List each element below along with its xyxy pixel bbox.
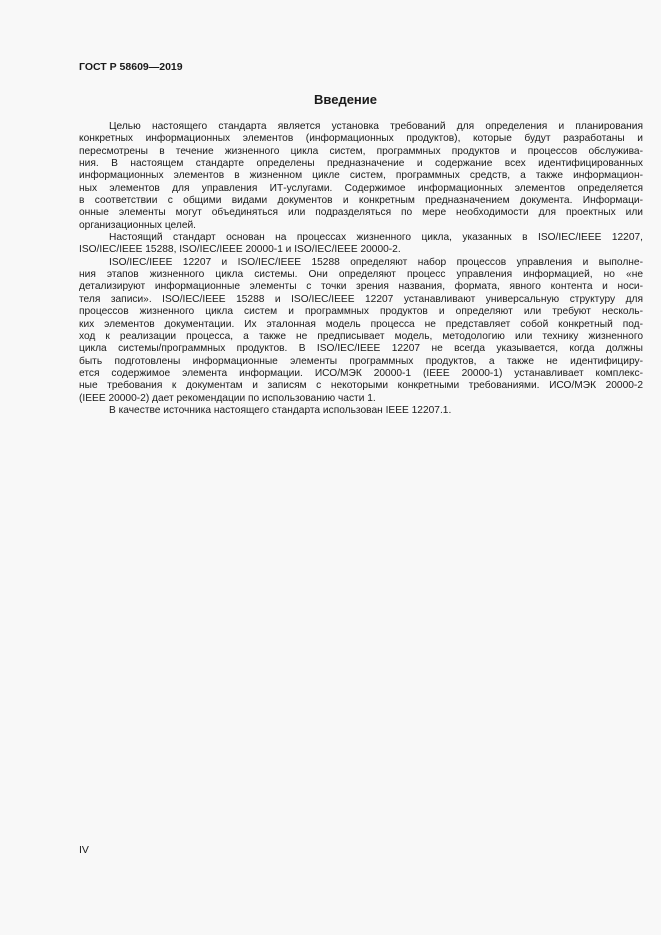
text-line: процессов жизненного цикла систем и программных продуктов и определяют или требуют несколь- (79, 306, 643, 318)
paragraph-basis (79, 232, 643, 257)
text-line: пересмотрены в течение жизненного цикла систем, программных продуктов и процессов обслужива- (79, 145, 643, 157)
text-line: ные требования к документам и записям с некоторыми конкретными требованиями. ИСО/МЭК 20000-2 (79, 380, 643, 392)
paragraph-purpose (79, 121, 643, 232)
text-line: детализируют информационные элементы с точки зрения названия, формата, явного контента и носи- (79, 281, 643, 293)
text-line: информационных элементов в жизненном цикле систем, программных средств, а также информацион- (79, 170, 643, 182)
body-text (79, 121, 643, 417)
text-line: (IEEE 20000-2) дает рекомендации по использованию части 1. (79, 392, 376, 404)
paragraph-source (79, 405, 643, 417)
text-line: В качестве источника настоящего стандарта использован IEEE 12207.1. (109, 404, 452, 416)
text-line: цикла системы/программных продуктов. В ISO/IEC/IEEE 12207 не всегда указывается, когда должны (79, 343, 643, 355)
text-line: ется содержимое элемента информации. ИСО/МЭК 20000-1 (IEEE 20000-1) устанавливает комплекс- (79, 367, 643, 379)
text-line: ных элементов для управления ИТ-услугами. Содержимое информационных элементов определяется (79, 182, 643, 194)
text-line: ких элементов документации. Их эталонная модель процесса не представляет собой конкретный под- (79, 318, 643, 330)
text-line: конкретных информационных элементов (информационных продуктов), которые будут разработаны и (79, 133, 643, 145)
document-header-id: ГОСТ Р 58609—2019 (79, 61, 183, 73)
page-number: IV (79, 844, 89, 856)
text-line: ход к реализации процесса, а также не предписывает модель, методологию или технику жизненного (79, 330, 643, 342)
text-line: ISO/IEC/IEEE 12207 и ISO/IEC/IEEE 15288 определяют набор процессов управления и выполне- (109, 256, 643, 268)
section-title: Введение (314, 92, 377, 107)
text-line: быть подготовлены информационные элементы программных продуктов, а также не идентифициру- (79, 355, 643, 367)
text-line: ния этапов жизненного цикла системы. Они определяют процесс управления информацией, но «не (79, 269, 643, 281)
text-line: Настоящий стандарт основан на процессах жизненного цикла, указанных в ISO/IEC/IEEE 12207, (109, 232, 643, 244)
text-line: в соответствии с общими видами документов и конкретным предназначением документа. Информаци- (79, 195, 643, 207)
text-line: теля записи». ISO/IEC/IEEE 15288 и ISO/IEC/IEEE 12207 устанавливают универсальную структуру для (79, 293, 643, 305)
text-line: ISO/IEC/IEEE 15288, ISO/IEC/IEEE 20000-1 и ISO/IEC/IEEE 20000-2. (79, 244, 401, 256)
paragraph-standards (79, 257, 643, 405)
text-line: Целью настоящего стандарта является установка требований для определения и планирования (109, 121, 643, 132)
text-line: ния. В настоящем стандарте определены предназначение и содержание всех идентифицированных (79, 158, 643, 170)
text-line: организационных целей. (79, 219, 197, 231)
text-line: онные элементы могут объединяться или подразделяться по мере необходимости для проектных или (79, 207, 643, 219)
